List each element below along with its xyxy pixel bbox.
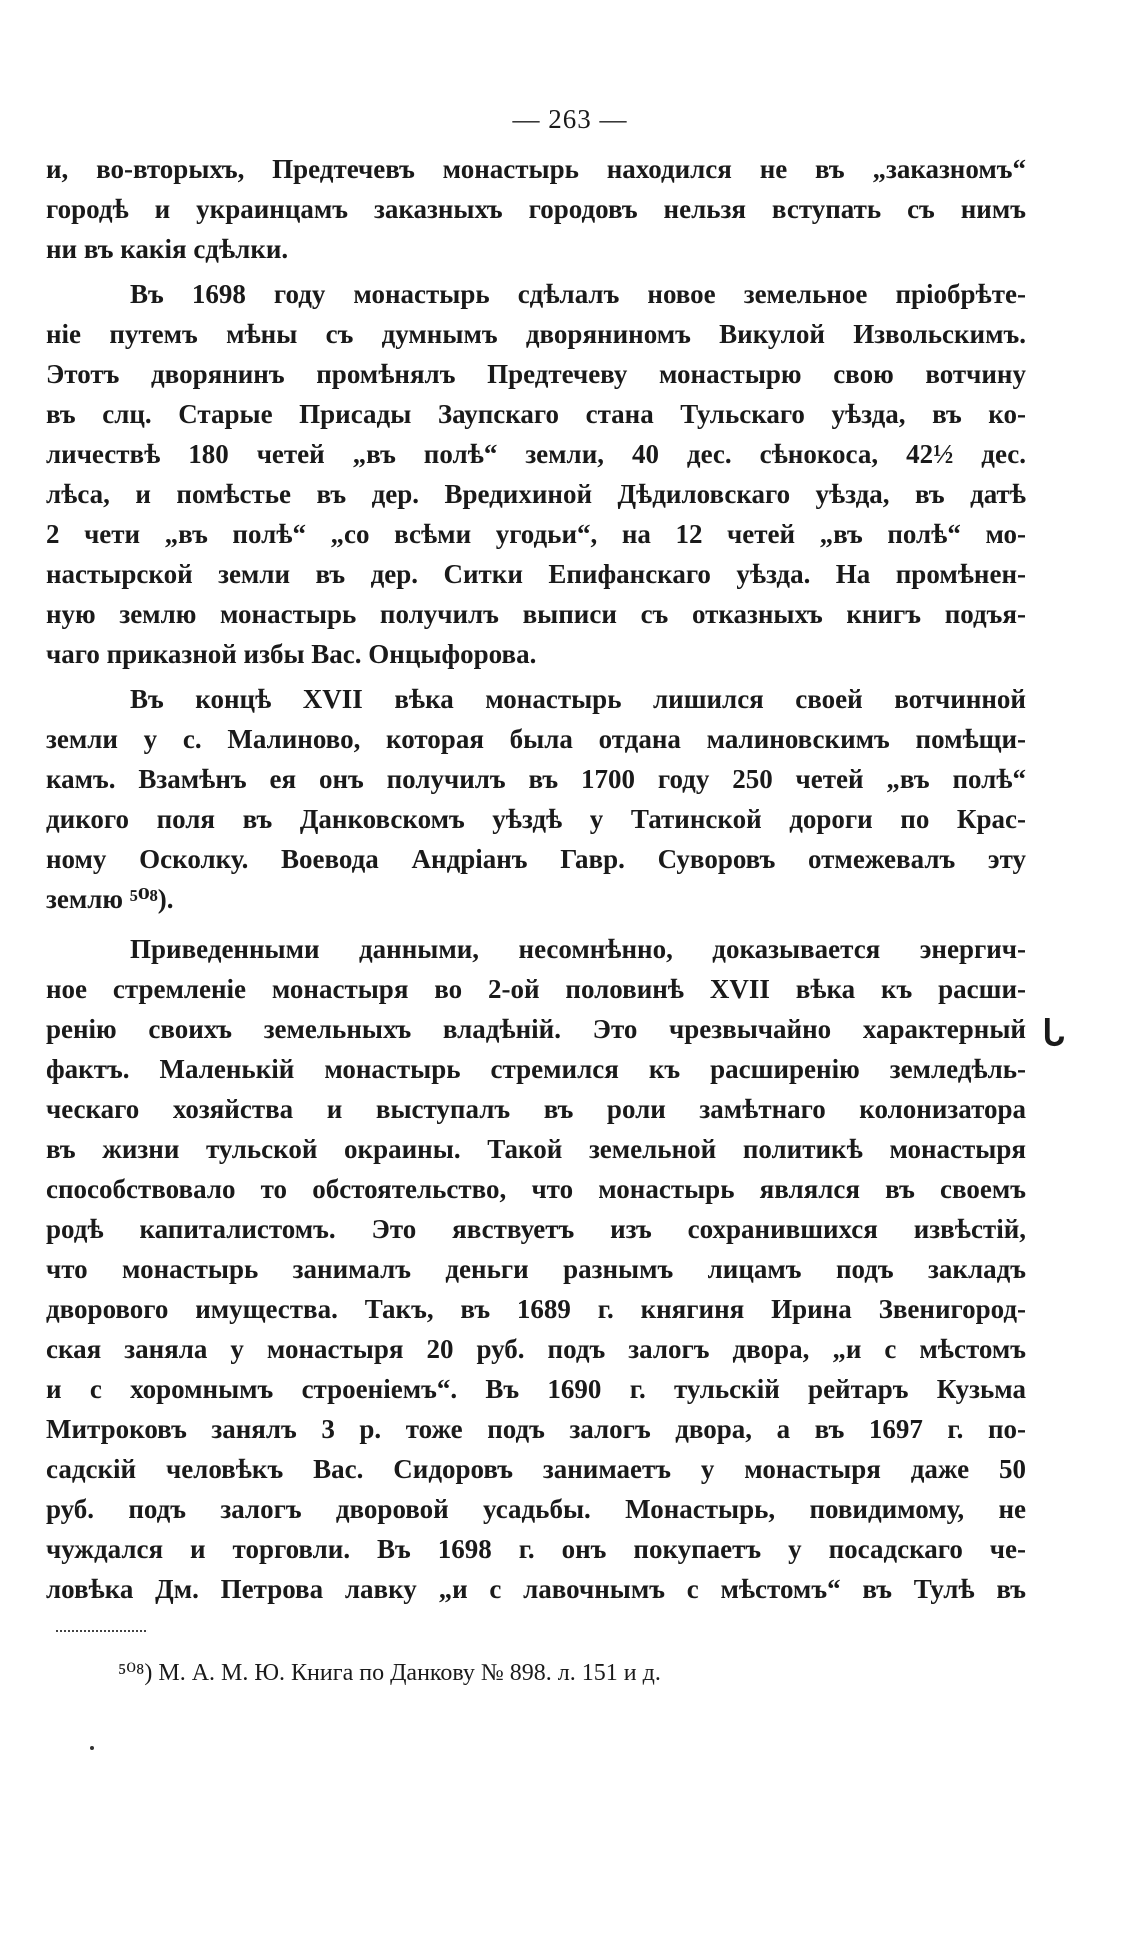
text-line: что монастырь занималъ деньги разнымъ лицамъ подъ закладъ xyxy=(46,1254,1026,1284)
text-line: способствовало то обстоятельство, что монастырь являлся въ своемъ xyxy=(46,1174,1026,1204)
footnote-divider xyxy=(56,1630,146,1632)
text-line: настырской земли въ дер. Ситки Епифанскаго уѣзда. На промѣнен- xyxy=(46,559,1026,589)
text-line: ное стремленіе монастыря во 2-ой половинѣ XVII вѣка къ расши- xyxy=(46,974,1026,1004)
page-number: — 263 — xyxy=(512,104,628,134)
text-line: Приведенными данными, несомнѣнно, доказывается энергич- xyxy=(130,934,1026,964)
text-line: Митроковъ занялъ 3 р. тоже подъ залогъ двора, а въ 1697 г. по- xyxy=(46,1414,1026,1444)
footnote: ⁵⁰⁸) М. А. М. Ю. Книга по Данкову № 898. л. 151 и д. xyxy=(118,1660,661,1686)
text-line: садскій человѣкъ Вас. Сидоровъ занимаетъ у монастыря даже 50 xyxy=(46,1454,1026,1484)
text-line: камъ. Взамѣнъ ея онъ получилъ въ 1700 году 250 четей „въ полѣ“ xyxy=(46,764,1026,794)
text-line: землю ⁵⁰⁸). xyxy=(46,884,174,914)
text-line: ному Осколку. Воевода Андріанъ Гавр. Суворовъ отмежевалъ эту xyxy=(46,844,1026,874)
text-line: личествѣ 180 четей „въ полѣ“ земли, 40 дес. сѣнокоса, 42½ дес. xyxy=(46,439,1026,469)
text-line: дикого поля въ Данковскомъ уѣздѣ у Татинской дороги по Крас- xyxy=(46,804,1026,834)
text-line: городѣ и украинцамъ заказныхъ городовъ нельзя вступать съ нимъ xyxy=(46,194,1026,224)
text-line: Въ 1698 году монастырь сдѣлалъ новое земельное пріобрѣте- xyxy=(130,279,1026,309)
text-line: ніе путемъ мѣны съ думнымъ дворяниномъ Викулой Извольскимъ. xyxy=(46,319,1026,349)
text-line: и, во-вторыхъ, Предтечевъ монастырь находился не въ „заказномъ“ xyxy=(46,154,1026,184)
text-line: и с хоромнымъ строеніемъ“. Въ 1690 г. тульскій рейтаръ Кузьма xyxy=(46,1374,1026,1404)
text-line: ренію своихъ земельныхъ владѣній. Это чрезвычайно характерный xyxy=(46,1014,1026,1044)
text-line: Этотъ дворянинъ промѣнялъ Предтечеву монастырю свою вотчину xyxy=(46,359,1026,389)
text-line: Въ концѣ XVII вѣка монастырь лишился своей вотчинной xyxy=(130,684,1026,714)
text-line: чуждался и торговли. Въ 1698 г. онъ покупаетъ у посадскаго че- xyxy=(46,1534,1026,1564)
text-line: руб. подъ залогъ дворовой усадьбы. Монастырь, повидимому, не xyxy=(46,1494,1026,1524)
text-line: дворового имущества. Такъ, въ 1689 г. княгиня Ирина Звенигород- xyxy=(46,1294,1026,1324)
text-line: лѣса, и помѣстье въ дер. Вредихиной Дѣдиловскаго уѣзда, въ датѣ xyxy=(46,479,1026,509)
text-line: чаго приказной избы Вас. Онцыфорова. xyxy=(46,639,537,669)
text-line: ческаго хозяйства и выступалъ въ роли замѣтнаго колонизатора xyxy=(46,1094,1026,1124)
text-line: въ жизни тульской окраины. Такой земельной политикѣ монастыря xyxy=(46,1134,1026,1164)
text-line: земли у с. Малиново, которая была отдана малиновскимъ помѣщи- xyxy=(46,724,1026,754)
text-line: ни въ какія сдѣлки. xyxy=(46,234,289,264)
text-line: родѣ капиталистомъ. Это явствуетъ изъ сохранившихся извѣстій, xyxy=(46,1214,1026,1244)
stray-mark xyxy=(90,1746,94,1750)
text-line: ловѣка Дм. Петрова лавку „и с лавочнымъ с мѣстомъ“ въ Тулѣ въ xyxy=(46,1574,1026,1604)
text-line: 2 чети „въ полѣ“ „со всѣми угодьи“, на 12 четей „въ полѣ“ мо- xyxy=(46,519,1026,549)
margin-check-mark: ᒐ xyxy=(1042,1013,1065,1053)
text-line: въ слц. Старые Присады Заупскаго стана Тульскаго уѣзда, въ ко- xyxy=(46,399,1026,429)
text-line: ную землю монастырь получилъ выписи съ отказныхъ книгъ подъя- xyxy=(46,599,1026,629)
text-line: ская заняла у монастыря 20 руб. подъ залогъ двора, „и с мѣстомъ xyxy=(46,1334,1026,1364)
text-line: фактъ. Маленькій монастырь стремился къ расширенію земледѣль- xyxy=(46,1054,1026,1084)
